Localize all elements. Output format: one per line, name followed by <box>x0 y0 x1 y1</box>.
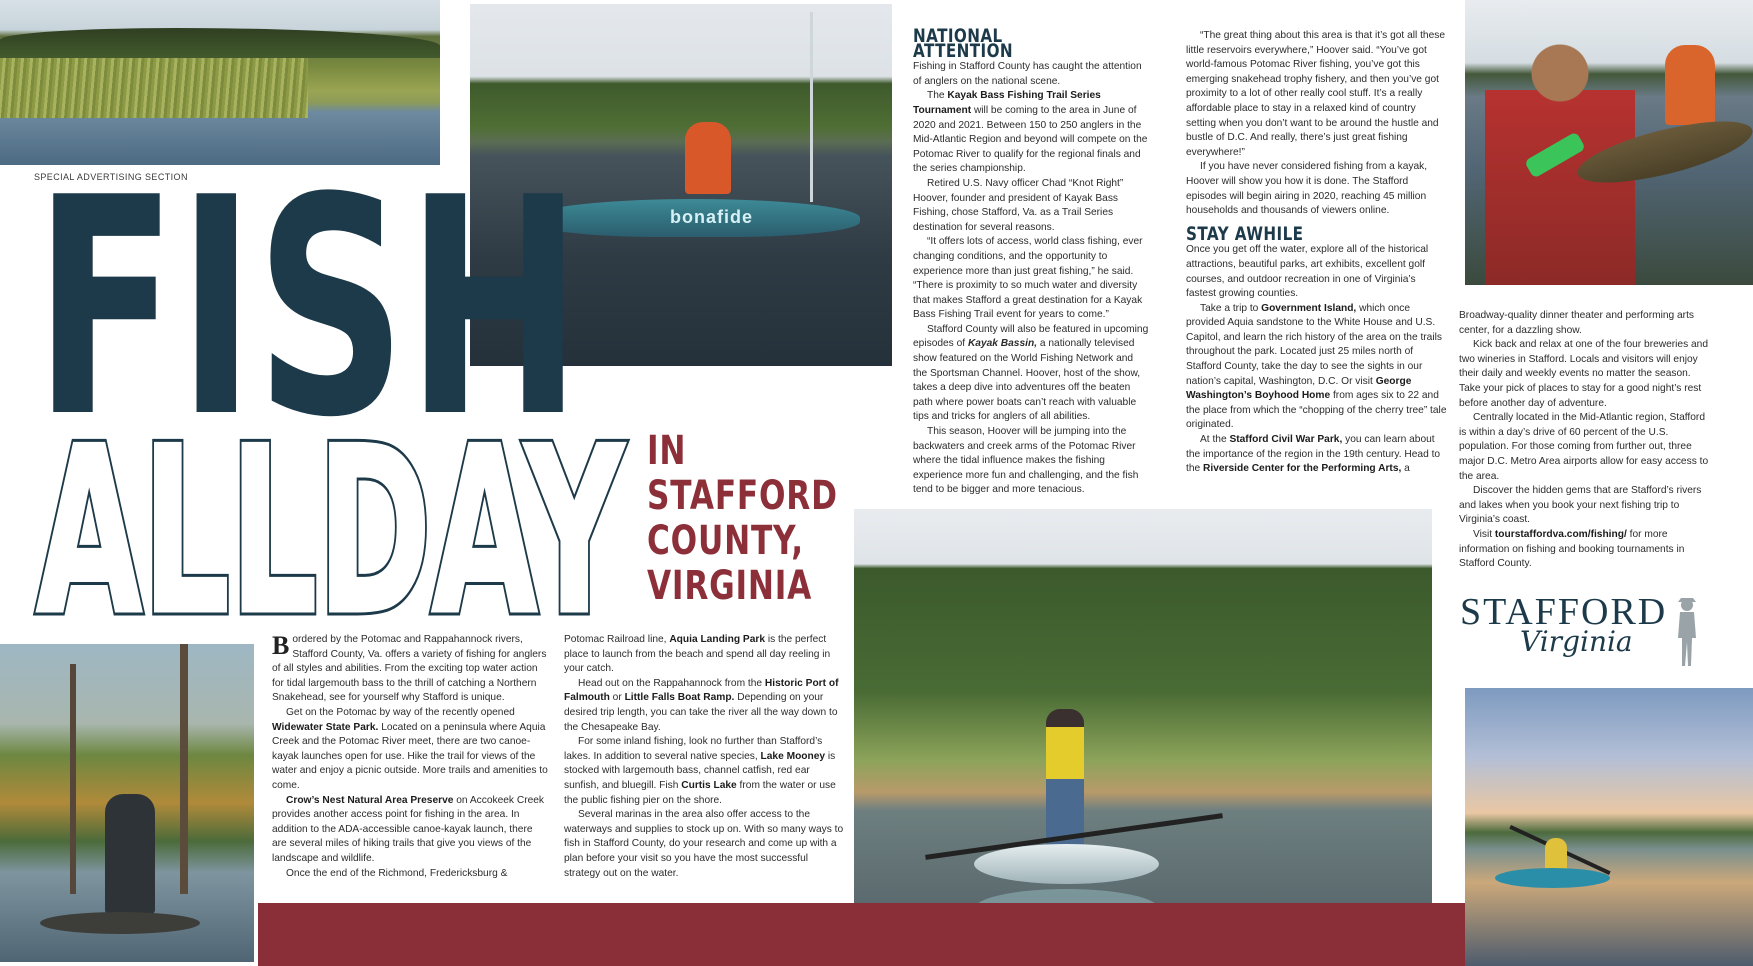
boyhood-home-name: George Washington’s Boyhood Home <box>1186 375 1412 402</box>
national-paragraph-6: This season, Hoover will be jumping into the backwaters and creek arms of the Potomac River where the tidal influence makes the fishing experience more fun and challenging, and the fish tend to be bigger and more tenacious. <box>913 426 1139 496</box>
col2-paragraph-4: Several marinas in the area also offer access to the waterways and supplies to stock up on. With so many ways to fish in Stafford County, do your research and come up with a plan before your visit so you have the most successful strategy out on the water. <box>564 809 844 879</box>
headline-sub-virginia: VIRGINIA <box>647 563 813 609</box>
col4-paragraph-4-mid: which once provided Aquia sandstone to the White House and U.S. Capitol, and learn the rich history of the area on the trails throughout the park. Located just 25 miles north of Stafford County, take the day to see the sights in our nation’s capital, Washington, D.C. Or visit <box>1186 302 1442 387</box>
col2-or: or <box>609 692 625 704</box>
crows-nest-name: Crow’s Nest Natural Area Preserve <box>286 794 454 806</box>
stay-column <box>1186 29 1448 477</box>
intro-paragraph-2: Get on the Potomac by way of the recently opened <box>286 706 515 718</box>
colonial-figure-icon <box>1672 596 1702 668</box>
riverside-center-name: Riverside Center for the Performing Arts, <box>1203 463 1402 475</box>
national-paragraph-5: Stafford County will also be featured in upcoming episodes of <box>913 323 1149 350</box>
headline-sub-in: IN <box>647 428 687 474</box>
headline-allday-inline: ALLDAY <box>36 415 626 625</box>
marsh-photo <box>0 0 440 165</box>
col4-paragraph-5: At the <box>1200 434 1230 446</box>
national-paragraph-5-rest: a nationally televised show featured on the World Fishing Network and the Sportsman Channel. Hoover, host of the show, takes a deep dive into adventures off the beaten path where power boats can’t reach with valuable tips and tricks for anglers of all abilities. <box>913 338 1141 423</box>
col2-paragraph-2-rest: Depending on your desired trip length, you can take the river all the way down to the Chesapeake Bay. <box>564 692 838 733</box>
col4-paragraph-1: “The great thing about this area is that it’s got all these little reservoirs everywhere,” Hoover said. “You’ve got world-famous Potomac River fishing, you’ve got this emerging snakehead trophy fishery, and then you’ve got proximity to a lot of other really cool stuff. It’s a really affordable place to stay in a relaxed kind of country setting when you don’t want to be around the hustle and bustle of D.C. And really, there’s just great fishing everywhere!” <box>1186 30 1446 158</box>
civil-war-park-name: Stafford Civil War Park, <box>1229 434 1343 446</box>
intro-paragraph-1: ordered by the Potomac and Rappahannock rivers, Stafford County, Va. offers a variety of fishing for anglers of all styles and abilities. From the exciting top water action for tidal largemouth bass to the thrill of catching a Northern Snakehead, see for yourself why Stafford is unique. <box>272 634 547 704</box>
national-paragraph-3: Retired U.S. Navy officer Chad “Knot Right” Hoover, founder and president of Kayak Bass Fishing, chose Stafford, Va. as a Trail Series destination for several reasons. <box>913 177 1124 233</box>
headline-sub-stafford: STAFFORD <box>647 473 838 519</box>
national-paragraph-2: The <box>927 90 948 102</box>
col4-paragraph-4-rest: from ages six to 22 and the place from which the “chopping of the cherry tree” tale originated. <box>1186 390 1447 431</box>
government-island-name: Government Island, <box>1261 302 1357 314</box>
intro-paragraph-4: Once the end of the Richmond, Fredericksburg & <box>286 867 508 879</box>
snakehead-photo <box>1465 0 1753 285</box>
intro-paragraph-2-rest: Located on a peninsula where Aquia Creek and the Potomac River meet, there are two canoe-kayak launches open for use. Hike the trail for views of the water and enjoy a picnic outside. More trails and amenities to come. <box>272 721 548 791</box>
visit-column <box>1459 309 1713 572</box>
kayak-bassin-title: Kayak Bassin, <box>967 338 1038 350</box>
dropcap: B <box>272 631 290 660</box>
col2-paragraph-1-rest: is the perfect place to launch from the beach and spend all day reeling in your catch. <box>564 634 831 675</box>
widewater-link: Widewater State Park. <box>272 721 379 733</box>
col2-paragraph-1: Potomac Railroad line, <box>564 634 670 645</box>
stay-heading: STAY AWHILE <box>1186 222 1304 245</box>
col2-paragraph-3-mid: is stocked with largemouth bass, channel catfish, red ear sunfish, and bluegill. Fish <box>564 750 836 791</box>
website-link[interactable]: tourstaffordva.com/fishing/ <box>1494 528 1627 540</box>
stafford-logo-text: STAFFORD <box>1460 591 1668 633</box>
national-paragraph-2-rest: will be coming to the area in June of 2020 and 2021. Between 150 to 250 anglers in the Mid-Atlantic Region and beyond will compete on the Potomac River to qualify for the regional finals and the series championship. <box>913 104 1148 175</box>
col4-paragraph-2: If you have never considered fishing from a kayak, Hoover will show you how it is done. The Stafford episodes will begin airing in 2020, reaching 45 million households and thousands of viewers online. <box>1186 161 1428 217</box>
girl-kayak-photo <box>850 505 1436 966</box>
virginia-logo-script: Virginia <box>1520 625 1633 658</box>
kbf-tournament-name: Kayak Bass Fishing Trail Series Tournament <box>913 90 1101 116</box>
sunset-kayak-photo <box>1465 688 1753 966</box>
col5-paragraph-1: Broadway-quality dinner theater and performing arts center, for a dazzling show. <box>1459 310 1695 336</box>
col5-paragraph-5: Visit <box>1473 528 1495 540</box>
headline-fish <box>32 170 592 440</box>
col4-paragraph-3: Once you get off the water, explore all of the historical attractions, beautiful parks, art exhibits, excellent golf courses, and outdoor recreation in one of Virginia’s fastest growing counties. <box>1186 244 1429 300</box>
col2-paragraph-3: For some inland fishing, look no further than Stafford’s lakes. In addition to several native species, <box>564 736 823 762</box>
col5-paragraph-4: Discover the hidden gems that are Stafford’s rivers and lakes when you book your next fishing trip to Virginia’s coast. <box>1459 485 1702 526</box>
kayak-brand-text: bonafide <box>670 207 753 227</box>
lake-mooney-name: Lake Mooney <box>760 750 826 762</box>
falmouth-name: Historic Port of Falmouth <box>564 677 839 704</box>
national-column <box>913 25 1149 498</box>
col4-paragraph-5-mid: you can learn about the importance of the region in the 19th century. Head to the <box>1186 434 1441 475</box>
section-kicker: SPECIAL ADVERTISING SECTION <box>34 172 188 182</box>
intro-paragraph-3: on Accokeek Creek provides another access point for fishing in the area. In addition to the ADA-accessible canoe-kayak launch, there are several miles of hiking trails that give you views of the landscape and wildlife. <box>272 794 545 864</box>
col5-paragraph-2: Kick back and relax at one of the four breweries and two wineries in Stafford. Locals and visitors will enjoy their daily and weekly events no matter the season. Take your pick of places to stay for a good night’s rest before another day of adventure. <box>1459 339 1709 409</box>
aquia-landing-name: Aquia Landing Park <box>669 634 765 645</box>
headline-sub-county: COUNTY, <box>647 518 804 564</box>
col4-paragraph-5-rest: a <box>1401 463 1410 475</box>
headline-allday-text: ALLDAY <box>36 415 626 625</box>
col5-paragraph-3: Centrally located in the Mid-Atlantic region, Stafford is within a day’s drive of 60 percent of the U.S. population. For those coming from further out, three major D.C. Metro Area airports allow for easy access to the area. <box>1459 412 1709 482</box>
national-paragraph-1: Fishing in Stafford County has caught the attention of anglers on the national scene. <box>913 61 1142 87</box>
col4-paragraph-4: Take a trip to <box>1200 302 1262 314</box>
col2-paragraph-3-rest: from the water or use the public fishing pier on the shore. <box>564 779 836 806</box>
curtis-lake-name: Curtis Lake <box>681 779 737 791</box>
maroon-footer-bar <box>258 903 1465 966</box>
paddleboard-photo <box>0 640 258 966</box>
inland-column <box>564 633 844 881</box>
col5-paragraph-5-rest: for more information on fishing and booking tournaments in Stafford County. <box>1459 528 1685 570</box>
headline-fish-text: FISH <box>34 170 582 440</box>
col2-paragraph-2: Head out on the Rappahannock from the <box>578 677 765 689</box>
headline-allday <box>32 415 632 625</box>
little-falls-name: Little Falls Boat Ramp. <box>624 692 735 704</box>
national-paragraph-4: “It offers lots of access, world class fishing, ever changing conditions, and the opportunity to experience more than just great fishing,” he said. “There is proximity to so much water and diversity that makes Stafford a great destination for a Kayak Bass Fishing Trail event for years to come.” <box>913 236 1143 321</box>
national-heading: NATIONAL ATTENTION <box>913 25 1014 62</box>
intro-column <box>272 633 548 881</box>
